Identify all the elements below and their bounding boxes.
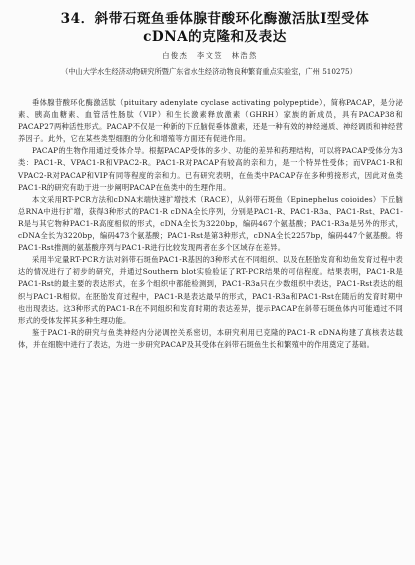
authors: 白俊杰 李文笠 林浩然	[162, 51, 258, 60]
affiliation: （中山大学水生经济动物研究所暨广东省水生经济动物良种繁育重点实验室，广州 510275）	[61, 67, 357, 76]
paper-title	[30, 10, 400, 46]
paragraph-4: 采用半定量RT-PCR方法对斜带石斑鱼PAC1-R基因的3种形式在不同组织、以及在胚胎发育和幼鱼发育过程中表达的情况进行了初步的研究，并通过Southern blot实验验证了RT-PCR结果的可信程度。结果表明，PAC1-R是PAC1-Rst的最主要的表达形式，在多个组织中都能检测到，PAC1-R3a只在少数组织中表达，PAC1-Rst表达的组织与PAC1-R相似。在胚胎发育过程中，PAC1-R是表达最早的形式，PAC1-R3a和PAC1-Rst在随后的发育时期中也出现表达。这3种形式的PAC1-R在不同组织和发育时期的表达差异，提示PACAP在斜带石斑鱼体内可能通过不同形式的受体发挥其多种生理功能。	[18, 255, 403, 325]
title-line-1: 34．斜带石斑鱼垂体腺苷酸环化酶激活肽Ⅰ型受体	[60, 11, 370, 27]
paragraph-2: PACAP的生物作用通过受体介导。根据PACAP受体的多少、功能的差异和药理结构，可以将PACAP受体分为3类：PAC1-R、VPAC1-R和VPAC2-R。PAC1-R对PACAP有较高的亲和力，是一个特异性受体；而VPAC1-R和VPAC2-R对PACAP和VIP有同等程度的亲和力。已有研究表明，在鱼类中PACAP存在多种剪接形式，因此对鱼类PAC1-R的研究有助于进一步阐明PACAP在鱼类中的生理作用。	[18, 146, 403, 192]
abstract-body	[18, 97, 403, 351]
paragraph-3: 本文采用RT-PCR方法和cDNA末端快速扩增技术（RACE），从斜带石斑鱼（Epinephelus coioides）下丘脑总RNA中进行扩增，获得3种形式的PAC1-R cDNA全长序列，分别是PAC1-R、PAC1-R3a、PAC1-Rst、PAC1-R是与其它物种PAC1-R高度相似的形式，cDNA全长为3220bp，编码467个氨基酸；PAC1-R3a是另外的形式，cDNA全长为3220bp，编码473个氨基酸；PAC1-Rst是第3种形式，cDNA全长2257bp，编码447个氨基酸。将PAC1-Rst推测的氨基酸序列与PAC1-R进行比较发现两者在多个区域存在差异。	[18, 194, 403, 253]
paragraph-1: 垂体腺苷酸环化酶激活肽（pituitary adenylate cyclase activating polypeptide），简称PACAP，是分泌素、胰高血糖素、血管活性肠肽（VIP）和生长激素释放激素（GHRH）家族的新成员，具有PACAP38和PACAP27两种活性形式。PACAP不仅是一种新的下丘脑促垂体激素，还是一种有效的神经递质、神经调质和神经营养因子。此外，它在某些类型细胞的分化和增殖等方面还有促进作用。	[18, 98, 403, 144]
title-line-2: cDNA的克隆和及表达	[143, 29, 287, 45]
paragraph-5: 鉴于PAC1-R的研究与鱼类神经内分泌调控关系密切，本研究利用已克隆的PAC1-R cDNA构建了真核表达载体，并在细胞中进行了表达，为进一步研究PACAP及其受体在斜带石斑鱼生长和繁殖中的作用奠定了基础。	[18, 327, 403, 349]
